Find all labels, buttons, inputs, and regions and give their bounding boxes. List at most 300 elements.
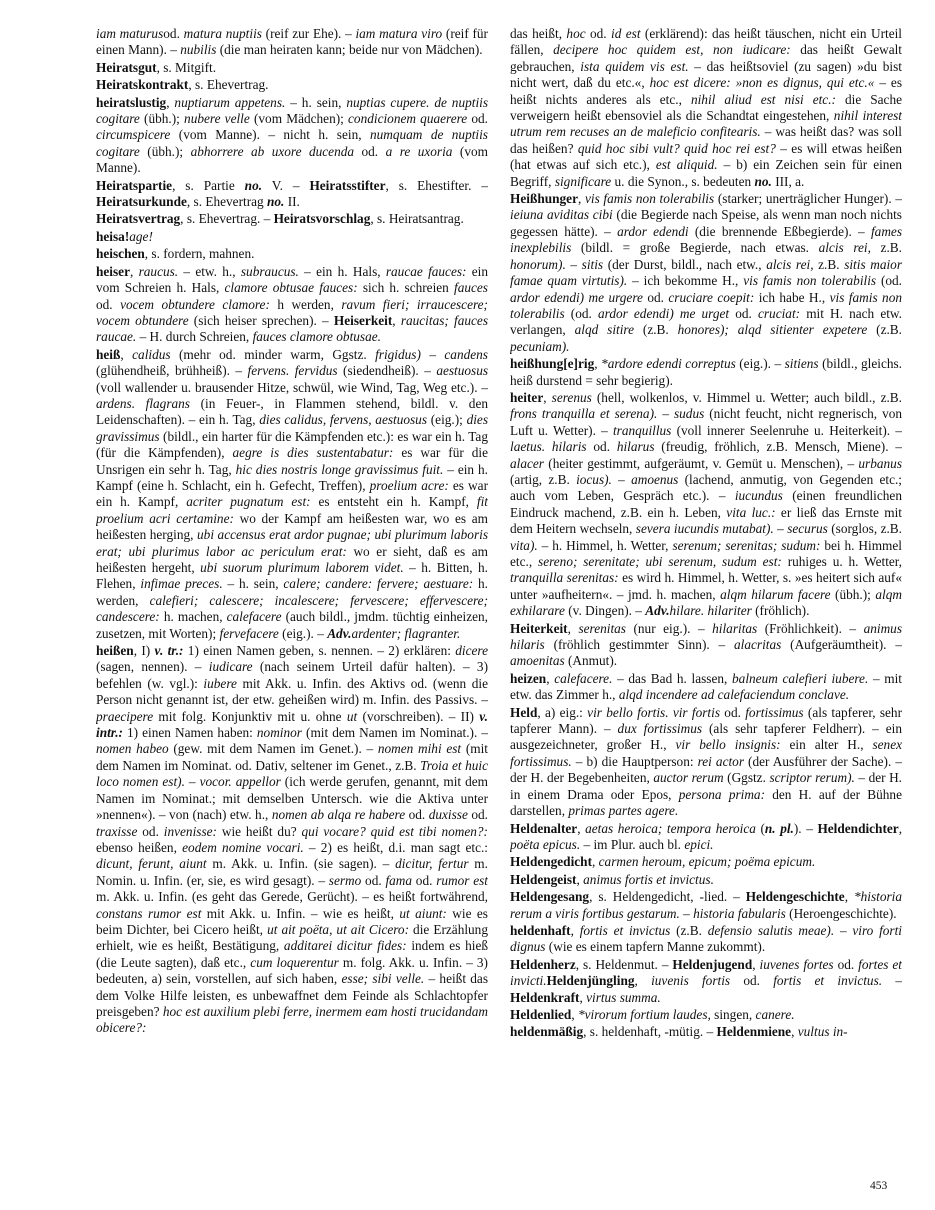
entry-text: III, a. [771, 173, 805, 189]
entry-latin-text: aetas heroica; tempora heroica [585, 820, 756, 836]
entry-text: (als sehr tapferer Feldherr). – ein ausgezeichneter, großer H., [510, 721, 902, 753]
entry-text: es war für die Unsrigen ein sehr h. Tag, [96, 445, 488, 477]
entry-text: , s. Ehevertrag. – [180, 211, 274, 227]
entry-latin-text: ieiuna aviditas cibi [510, 207, 613, 223]
headword: Heldenmiene [716, 1024, 792, 1040]
entry-latin-text: frigidus) – candens [375, 346, 488, 362]
entry-latin-text: numquam de nuptiis cogitare [96, 127, 488, 159]
entry-latin-text: fervens. fervidus [247, 363, 338, 379]
headword: heißhung[e]rig [510, 356, 595, 372]
entry-latin-text: fortes et invicti. [510, 956, 902, 989]
entry-text: (gew. mit dem Namen im Genet.). – [168, 741, 378, 757]
entry-latin-text: iubere [203, 675, 237, 691]
entry-text: – H. durch Schreien, [136, 329, 253, 345]
entry-text: , [567, 620, 579, 636]
entry-text: , I) [133, 643, 155, 659]
entry-latin-text: nomen habeo [96, 741, 169, 757]
entry-latin-text: scriptor rerum). [769, 770, 855, 786]
entry-text: od. [730, 973, 774, 989]
entry-text: es entsteht ein h. Kampf, [310, 494, 477, 510]
entry-latin-text: *ardore edendi correptus [601, 356, 736, 372]
entry-latin-text: decipere hoc quidem est, non iudicare: [553, 42, 791, 58]
entry-latin-text: fit proelium acri certamine: [96, 494, 488, 526]
entry-text: wie heißt du? [216, 823, 302, 839]
entry-text: (Aufgeräumtheit). – [781, 637, 902, 653]
entry-latin-text: pecuniam). [510, 338, 570, 354]
entry-latin-text: constans rumor est [96, 905, 202, 921]
entry-latin-text: ista quidem vis est. [580, 58, 689, 74]
entry-text: z.B. [813, 256, 845, 272]
entry-text: , [594, 356, 602, 372]
entry-latin-text: cum loquerentur [250, 954, 339, 970]
entry-text: wo er sieht, daß es am heißesten hergeht, [96, 543, 488, 575]
entry-latin-text: dicere [455, 643, 488, 659]
entry-text: , s. Heiratsantrag. [370, 211, 464, 227]
entry-latin-text: viro forti dignus [510, 922, 902, 955]
entry-text: (sich heiser sprechen). – [188, 312, 334, 328]
entry-text: ). [793, 820, 802, 836]
entry-text: (bildl., ein harter für die Kämpfenden etc.): es war ein h. Tag (für die Kämpfenden), [96, 428, 488, 461]
entry-text: – b) ein Zeichen sein für einen Begriff, [510, 157, 902, 189]
entry-text: die Sache verweigern heißt ebensoviel als die Schandtat eingestehen, [510, 91, 902, 124]
entry-latin-text: amoenitas [510, 653, 565, 669]
entry-latin-text: poëta epicus. [510, 836, 581, 852]
entry-text: , [129, 263, 139, 279]
headword: Heldendichter [817, 820, 899, 836]
entry-text: (der Ausführer der Sache). – der H. der Begebenheiten, [510, 753, 902, 786]
entry-latin-text: dux fortissimus [617, 721, 703, 737]
entry-latin-text: alcis rei, [766, 256, 814, 272]
entry-text: , [898, 820, 902, 836]
entry-text: , s. Heldenmut. – [575, 956, 673, 972]
entry-text: (vom Manne). [96, 143, 488, 176]
entry-latin-text: n. pl. [764, 820, 794, 836]
entry-latin-text: calefieri; calescere; incalescere; fervescere; effervescere; candescere: [96, 592, 488, 625]
dictionary-entry [510, 621, 902, 670]
entry-latin-text: ubi accensus erat ardor pugnae; ubi plurimum laboris erat; ubi plurimus labor ac periculum erat: [96, 527, 488, 559]
entry-latin-text: praecipere [96, 708, 154, 724]
entry-latin-text: vir bello insignis: [675, 737, 781, 753]
entry-latin-text: ardor edendi) me urgere [510, 289, 643, 305]
entry-text: (voll wallender u. brausender Hitze, schwül, wie Wind, Tag, Weg etc.). – [96, 379, 488, 395]
entry-text: , [844, 889, 854, 905]
entry-text: den H. auf der Bühne darstellen, [510, 786, 902, 819]
entry-text: – etw. h., [178, 263, 241, 279]
entry-latin-text: invenisse: [163, 823, 217, 839]
entry-text: od. [642, 289, 669, 305]
headword: heisa! [96, 228, 130, 244]
headword: Heldengedicht [510, 854, 592, 870]
entry-text: (Ggstz. [723, 770, 770, 786]
entry-latin-text: vis famis non tolerabilis [584, 191, 715, 207]
headword: Held [510, 704, 538, 720]
headword: Heldengeschichte [745, 889, 845, 905]
entry-latin-text: no. [754, 173, 772, 189]
headword: Heiserkeit [333, 312, 393, 328]
dictionary-entry [96, 229, 488, 245]
entry-text: od. [585, 26, 612, 41]
entry-text: , [543, 389, 552, 405]
entry-text: m. Nomin. u. Infin. (er, sie, es wird gesagt). – [96, 856, 488, 888]
entry-latin-text: matura nuptiis [183, 26, 262, 41]
entry-latin-text: qui vocare? quid est tibi nomen?: [301, 823, 488, 839]
entry-latin-text: significare [554, 173, 612, 189]
entry-latin-text: no. [244, 177, 263, 193]
entry-text: , s. Partie [172, 177, 245, 193]
entry-text: (nach seinem Urteil dafür halten). – 3) befehlen (w. vgl.): [96, 659, 488, 691]
entry-latin-text: quid hoc sibi vult? quid hoc rei est? [577, 140, 776, 156]
entry-latin-text: epici. [684, 836, 714, 852]
headword: Heiratsurkunde [96, 194, 187, 210]
entry-text: – ich bekomme H., [627, 273, 744, 289]
entry-text: (der Durst, bildl., nach etw., [603, 256, 767, 272]
entry-text: , [571, 1006, 578, 1022]
entry-text: (fröhlich gestimmter Sinn). – [544, 637, 735, 653]
left-column [96, 26, 488, 1186]
entry-latin-text: hoc est auxilium plebi ferre, inermem eam hosti trucidandam obicere?: [96, 1003, 488, 1036]
entry-text: – [184, 774, 200, 790]
entry-text: od. [405, 807, 429, 823]
entry-latin-text: severa iucundis mutabat). [635, 521, 774, 537]
entry-text: – [773, 521, 788, 537]
entry-text: (übh.); [139, 143, 191, 159]
entry-text: (übh.); [139, 111, 185, 127]
entry-latin-text: senex fortissimus. [510, 737, 902, 769]
headword: heischen [96, 246, 145, 262]
entry-latin-text: nuptias cupere. de nuptiis cogitare [96, 94, 488, 127]
headword: Heiratsgut [96, 59, 157, 75]
headword: heizen [510, 670, 547, 686]
entry-latin-text: esse; sibi velle. [341, 971, 425, 987]
entry-text: das heißt Gewalt gebrauchen, [510, 42, 902, 74]
entry-latin-text: hilarus [616, 439, 655, 455]
entry-latin-text: cruciare coepit: [668, 289, 755, 305]
entry-latin-text: *virorum fortium laudes, [577, 1006, 711, 1022]
dictionary-entry [510, 356, 902, 389]
entry-text: – es will etwas heißen (hat etwas auf sich etc.), [510, 140, 902, 173]
entry-text: , s. Mitgift. [156, 59, 217, 75]
entry-latin-text: iudicare [208, 659, 253, 675]
entry-latin-text: Troia et huic loco nomen est). [96, 757, 488, 790]
headword: Heldenjüngling [546, 973, 635, 989]
headword: Heiratskontrakt [96, 77, 189, 93]
entry-text: m. folg. Akk. u. Infin. – 3) bedeuten, a) sein, vorstellen, auf sich haben, [96, 954, 488, 987]
entry-latin-text: carmen heroum, epicum; poëma epicum. [598, 854, 816, 870]
entry-text: (erklärend): das heißt täuschen, nicht ein Urteil fällen, [510, 26, 902, 58]
dictionary-entry [510, 26, 902, 190]
entry-latin-text: iuvenis fortis [651, 973, 731, 989]
entry-text: (sagen, nennen). – [96, 659, 209, 675]
dictionary-entry [96, 347, 488, 642]
entry-text: – das Bad h. lassen, [612, 670, 733, 686]
entry-latin-text: alcis rei, [818, 240, 871, 256]
entry-text: bei h. Himmel etc., [510, 537, 902, 569]
entry-text: m. Akk. u. Infin. (es geht das Gerede, Gerücht). – es heißt fortwährend, [96, 889, 488, 905]
entry-latin-text: calefacere. [554, 670, 613, 686]
dictionary-entry [96, 77, 488, 93]
entry-text: (eig.); [427, 412, 467, 428]
entry-latin-text: virtus summa. [586, 989, 661, 1005]
dictionary-entry [96, 60, 488, 76]
entry-latin-text: vocor. appellor [199, 774, 281, 790]
entry-latin-text: Adv. [645, 603, 670, 619]
entry-latin-text: raucae fauces: [385, 263, 467, 279]
entry-text: , s. heldenhaft, -mütig. – [583, 1024, 717, 1040]
entry-text: (Anmut). [564, 653, 618, 669]
entry-text: (siedendheiß). – [337, 363, 437, 379]
entry-text: od. [833, 956, 859, 972]
entry-text: V. – [262, 177, 310, 193]
entry-latin-text: raucus. [138, 263, 179, 279]
entry-latin-text: clamore obtusae fauces: [224, 280, 358, 296]
entry-latin-text: tranquilla serenitas: [510, 570, 619, 586]
entry-latin-text: alacritas [734, 637, 782, 653]
entry-latin-text: hilare. hilariter [669, 603, 752, 619]
entry-text: (bildl., gleichs. heiß durstend = sehr begierig). [510, 356, 902, 388]
dictionary-entry [510, 957, 902, 1006]
entry-text: (Fröhlichkeit). – [757, 620, 864, 636]
entry-text: (eig.). – [735, 356, 785, 372]
entry-text: od. [412, 872, 437, 888]
entry-text: ruhiges u. h. Wetter, [781, 554, 902, 569]
entry-text: (nur eig.). – [625, 620, 713, 636]
entry-latin-text: nuptiarum appetens. [174, 94, 286, 110]
entry-latin-text: est aliquid. [655, 157, 718, 173]
headword: Heldenherz [510, 956, 576, 972]
entry-text: wo der Kampf am heißesten war, wo es am heißesten herging, [96, 510, 488, 543]
entry-text: – [565, 256, 582, 272]
entry-text: od. [720, 704, 746, 720]
headword: heldenhaft [510, 922, 571, 938]
entry-text: od. [163, 26, 184, 41]
entry-latin-text: cruciat: [757, 305, 801, 321]
entry-text: od. [361, 872, 386, 888]
entry-text: (vorschreiben). – II) [357, 708, 480, 724]
entry-latin-text: ubi suorum plurimum laborem videt. [200, 560, 404, 575]
entry-text: (reif zur Ehe). – [261, 26, 356, 41]
entry-latin-text: fauces [454, 280, 488, 296]
entry-text: (wie es einem tapfern Manne zukommt). [545, 939, 766, 955]
entry-latin-text: raucitas; fauces raucae. [96, 312, 488, 345]
entry-text: es wird h. Himmel, h. Wetter, s. »es heitert sich auf« unter »aufheitern«. – jmd. h. machen, [510, 570, 902, 602]
headword: heißen [96, 643, 134, 659]
dictionary-entry [510, 923, 902, 956]
entry-latin-text: fortissimus [745, 704, 804, 720]
entry-text: (artig, z.B. [510, 471, 577, 487]
headword: Heldenalter [510, 820, 578, 836]
entry-latin-text: iucundus [734, 488, 783, 504]
dictionary-entry [510, 191, 902, 355]
entry-text: (die Begierde nach Speise, als wenn man noch nichts gegessen hätte). – [510, 207, 902, 239]
entry-text: (od. [876, 273, 902, 289]
entry-text: ( [755, 820, 765, 836]
entry-latin-text: vis famis non tolerabilis [743, 273, 877, 289]
entry-latin-text: laetus. hilaris [510, 439, 587, 455]
entry-latin-text: nominor [256, 725, 302, 741]
entry-latin-text: fauces clamore obtusae. [252, 329, 381, 345]
entry-text: z.B. [870, 240, 902, 256]
entry-latin-text: frons tranquilla et serena). [510, 406, 658, 422]
entry-text: , [577, 820, 586, 836]
entry-latin-text: honores); alqd sitienter expetere [677, 322, 868, 338]
entry-text: ein vom Schreien h. Hals, [96, 263, 488, 296]
entry-text: – der H. in einem Drama oder Epos, [510, 770, 902, 802]
entry-text: – [834, 922, 853, 938]
entry-latin-text: duxisse [428, 807, 468, 823]
entry-latin-text: v. tr.: [154, 643, 184, 659]
entry-latin-text: tranquillus [612, 422, 672, 438]
entry-text: – das heißtsoviel (zu sagen) »du bist nicht wert, daß du etc.«, [510, 58, 902, 91]
entry-text: od. [96, 296, 121, 312]
entry-text: (mit dem Namen im Nominat. od. Dativ, seltener im Genet., z.B. [96, 741, 488, 773]
entry-latin-text: nomen ab alqa re habere [271, 807, 406, 823]
entry-latin-text: sitis maior famae quam virtutis). [510, 256, 902, 289]
entry-text: (starker; unerträglicher Hunger). – [714, 191, 902, 207]
headword: heiratslustig [96, 94, 167, 110]
entry-text: – b) die Hauptperson: [571, 753, 698, 769]
dictionary-entry [510, 671, 902, 704]
entry-latin-text: *historia rerum a viris fortibus gestarum. [510, 889, 902, 921]
headword: heiter [510, 389, 544, 405]
dictionary-entry [96, 246, 488, 262]
dictionary-entry [96, 264, 488, 346]
entry-latin-text: serenum; serenitas; sudum: [672, 537, 821, 553]
entry-latin-text: condicionem quaerere [348, 111, 468, 127]
entry-latin-text: ut aiunt: [399, 905, 447, 921]
entry-latin-text: abhorrere ab uxore ducenda [190, 143, 355, 159]
dictionary-entry [96, 26, 488, 59]
entry-text: – h. Bitten, h. Flehen, [96, 560, 488, 592]
entry-text: (vom Manne). – nicht h. sein, [170, 127, 370, 143]
entry-text: (freudig, fröhlich, z.B. Mensch, Miene). – [654, 439, 902, 455]
entry-text: , s. fordern, mahnen. [144, 246, 255, 262]
headword: Heiratsstifter [309, 177, 386, 193]
entry-text: (heiter gestimmt, aufgeräumt, v. Gemüt u. Menschen), – [543, 455, 859, 471]
headword: Heldenjugend [672, 956, 753, 972]
entry-text: (z.B. [670, 922, 708, 938]
headword: Heldengesang [510, 889, 590, 905]
entry-latin-text: nubilis [180, 42, 217, 58]
entry-text: singen, [710, 1006, 756, 1022]
entry-text: , s. Ehevertrag. [188, 77, 269, 93]
entry-text: (glühendheiß, brühheiß). – [96, 363, 248, 379]
entry-text: – ein h. Hals, [298, 263, 386, 279]
entry-text: ich habe H., [754, 289, 830, 305]
entry-latin-text: sitis [581, 256, 604, 272]
entry-text: h werden, [269, 296, 342, 312]
entry-latin-text: amoenus [631, 471, 679, 487]
headword: Heiratsvorschlag [273, 211, 371, 227]
entry-text: mit Akk. u. Infin. – wie es heißt, [201, 905, 400, 921]
entry-latin-text: a re uxoria [385, 143, 453, 159]
entry-text: od. [586, 439, 617, 455]
entry-latin-text: additarei dicitur fides: [283, 938, 407, 954]
entry-text: , [166, 94, 175, 110]
dictionary-entry [96, 211, 488, 227]
entry-latin-text: traxisse [96, 823, 138, 839]
entry-latin-text: dicitur, fertur [395, 856, 469, 872]
entry-latin-text: Adv. [327, 625, 352, 641]
dictionary-entry [510, 872, 902, 888]
entry-latin-text: iam maturus [96, 26, 164, 41]
entry-text: – 2) es heißt, d.i. man sagt etc.: [303, 839, 488, 855]
entry-text: mit folg. Konjunktiv mit u. ohne [153, 708, 347, 724]
entry-latin-text: animus fortis et invictus. [583, 871, 714, 887]
dictionary-entry [510, 854, 902, 870]
entry-latin-text: vocem obtundere clamore: [120, 296, 270, 312]
entry-text: (Heroengeschichte). [785, 905, 897, 921]
entry-latin-text: serenitas [578, 620, 626, 636]
entry-text: od. [137, 823, 164, 839]
entry-text: (ich werde gerufen, genannt, mit dem Namen im Nominat.; mit demselben Untersch. wie die Aktiva unter »nennen«). – von (nach) etw. h., [96, 774, 488, 823]
entry-text: es war ein h. Kampf, [96, 477, 488, 510]
entry-text: wie es beim Dichter, bei Cicero heißt, [96, 905, 488, 937]
entry-latin-text: animus hilaris [510, 620, 902, 653]
dictionary-entry [510, 821, 902, 854]
entry-latin-text: serenus [551, 389, 592, 405]
entry-latin-text: dicunt, ferunt, aiunt [96, 856, 207, 872]
entry-text: od. [467, 111, 488, 127]
entry-text: (vom Mädchen); [249, 111, 349, 127]
entry-latin-text: balneum calefieri iubere. [732, 670, 869, 686]
entry-text: (auch bildl., jmdm. tüchtig einheizen, zusetzen, mit Worten); [96, 609, 488, 641]
entry-text: II. [284, 194, 300, 210]
headword: Heiterkeit [510, 620, 568, 636]
entry-latin-text: hoc [566, 26, 586, 41]
entry-latin-text: vita luc.: [726, 504, 776, 520]
entry-text: (bildl. = große Begierde, nach etwas. [571, 240, 819, 256]
entry-text: od. [354, 143, 386, 159]
entry-text: ebenso heißen, [96, 839, 183, 855]
entry-text: (als tapferer, sehr tapferer Mann). – [510, 704, 902, 737]
entry-latin-text: sudus [673, 406, 705, 422]
entry-text: , s. Ehestifter. – [385, 177, 488, 193]
entry-latin-text: infimae preces. [140, 576, 223, 592]
entry-latin-text: calere; candere: fervere; aestuare: [283, 576, 474, 592]
dictionary-entry [510, 1024, 902, 1040]
entry-latin-text: iam matura viro [355, 26, 443, 41]
entry-text: ein alter H., [780, 737, 873, 753]
entry-latin-text: nomen mihi est [377, 741, 462, 757]
headword: Heiratspartie [96, 177, 173, 193]
entry-text: , [392, 312, 401, 328]
entry-latin-text: ut [346, 708, 358, 724]
entry-text: – mit etw. das Zimmer h., [510, 670, 902, 703]
entry-text: (v. Dingen). – [564, 603, 646, 619]
entry-latin-text: fames inexplebilis [510, 223, 902, 256]
entry-text: (die man heiraten kann; beide nur von Mädchen). [216, 42, 483, 58]
entry-latin-text: aestuosus [436, 363, 488, 379]
dictionary-entry [96, 178, 488, 211]
headword: heldenmäßig [510, 1024, 584, 1040]
entry-latin-text: hilaritas [712, 620, 758, 636]
entry-text: h. machen, [159, 609, 227, 625]
entry-latin-text: vir bello fortis. vir fortis [587, 704, 720, 720]
entry-text: od. [467, 807, 488, 823]
entry-text: (od. [564, 305, 598, 321]
entry-text: (die brennende Eßbegierde). – [688, 223, 871, 239]
headword: Heißhunger [510, 191, 578, 207]
entry-latin-text: acriter pugnatum est: [186, 494, 311, 510]
entry-text: sich h. schreien [357, 280, 454, 296]
dictionary-entry [96, 95, 488, 177]
entry-latin-text: ardor edendi [617, 223, 689, 239]
entry-text: , [577, 191, 585, 207]
entry-latin-text: fama [385, 872, 413, 888]
entry-text: (z.B. [867, 322, 902, 338]
entry-text: , s. Ehevertrag [186, 194, 267, 210]
entry-text: (hell, wolkenlos, v. Himmel u. Wetter; auch bildl., z.B. [591, 389, 902, 405]
